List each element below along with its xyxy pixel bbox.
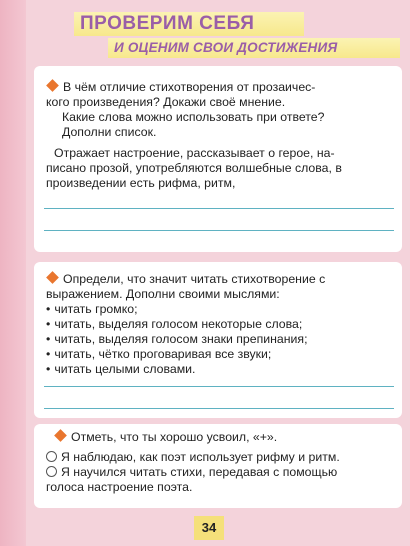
list-item-text: читать громко; bbox=[54, 302, 138, 316]
option-text: голоса настроение поэта. bbox=[46, 480, 193, 494]
answer-line[interactable] bbox=[44, 208, 394, 209]
page-number: 34 bbox=[194, 516, 224, 540]
task1-question-line: Дополни список. bbox=[62, 125, 157, 139]
title-highlight-2 bbox=[108, 38, 400, 58]
list-item-text: читать, выделяя голосом знаки препинания; bbox=[54, 332, 308, 346]
list-item bbox=[46, 347, 392, 362]
task1-word-line: Отражает настроение, рассказывает о герое, на- bbox=[54, 146, 335, 160]
task-card-3 bbox=[34, 424, 402, 508]
task2-question-line: Определи, что значит читать стихотворение с bbox=[63, 272, 326, 286]
page-title: ПРОВЕРИМ СЕБЯ bbox=[80, 13, 255, 34]
page-margin bbox=[0, 0, 26, 546]
list-item-text: читать, чётко проговаривая все звуки; bbox=[54, 347, 272, 361]
answer-line[interactable] bbox=[44, 408, 394, 409]
diamond-icon bbox=[54, 429, 67, 442]
list-item bbox=[46, 302, 392, 317]
task1-word-line: произведении есть рифма, ритм, bbox=[46, 176, 236, 190]
checkbox-circle-icon[interactable] bbox=[46, 451, 57, 462]
list-item bbox=[46, 317, 392, 332]
task3-question-line: Отметь, что ты хорошо усвоил, «+». bbox=[71, 430, 278, 444]
title-highlight-1 bbox=[74, 12, 304, 36]
task1-word-list bbox=[46, 146, 392, 191]
option-2 bbox=[46, 465, 392, 480]
task2-question-line: выражением. Дополни своими мыслями: bbox=[46, 287, 280, 301]
task2-bullet-list bbox=[46, 302, 392, 377]
task1-question-line: Какие слова можно использовать при ответе? bbox=[62, 110, 325, 124]
task3-options bbox=[46, 450, 392, 495]
task1-question-line: кого произведения? Докажи своё мнение. bbox=[46, 95, 286, 109]
diamond-icon bbox=[46, 79, 59, 92]
option-text: Я наблюдаю, как поэт использует рифму и ритм. bbox=[61, 450, 340, 464]
task1-question bbox=[46, 80, 392, 140]
bullet-icon: • bbox=[46, 302, 51, 316]
list-item-text: читать, выделяя голосом некоторые слова; bbox=[54, 317, 303, 331]
list-item-text: читать целыми словами. bbox=[54, 362, 196, 376]
bullet-icon: • bbox=[46, 317, 51, 331]
task1-word-line: писано прозой, употребляются волшебные слова, в bbox=[46, 161, 342, 175]
page-subtitle: И ОЦЕНИМ СВОИ ДОСТИЖЕНИЯ bbox=[114, 40, 338, 55]
list-item bbox=[46, 362, 392, 377]
bullet-icon: • bbox=[46, 332, 51, 346]
task-card-1 bbox=[34, 66, 402, 252]
bullet-icon: • bbox=[46, 347, 51, 361]
section-header bbox=[64, 10, 400, 62]
list-item bbox=[46, 332, 392, 347]
diamond-icon bbox=[46, 271, 59, 284]
task1-question-line: В чём отличие стихотворения от прозаичес- bbox=[63, 80, 316, 94]
bullet-icon: • bbox=[46, 362, 51, 376]
task3-question bbox=[46, 430, 392, 445]
task2-question bbox=[46, 272, 392, 302]
task-card-2 bbox=[34, 262, 402, 418]
answer-line[interactable] bbox=[44, 386, 394, 387]
option-text: Я научился читать стихи, передавая с помощью bbox=[61, 465, 338, 479]
checkbox-circle-icon[interactable] bbox=[46, 466, 57, 477]
option-1 bbox=[46, 450, 392, 465]
answer-line[interactable] bbox=[44, 230, 394, 231]
